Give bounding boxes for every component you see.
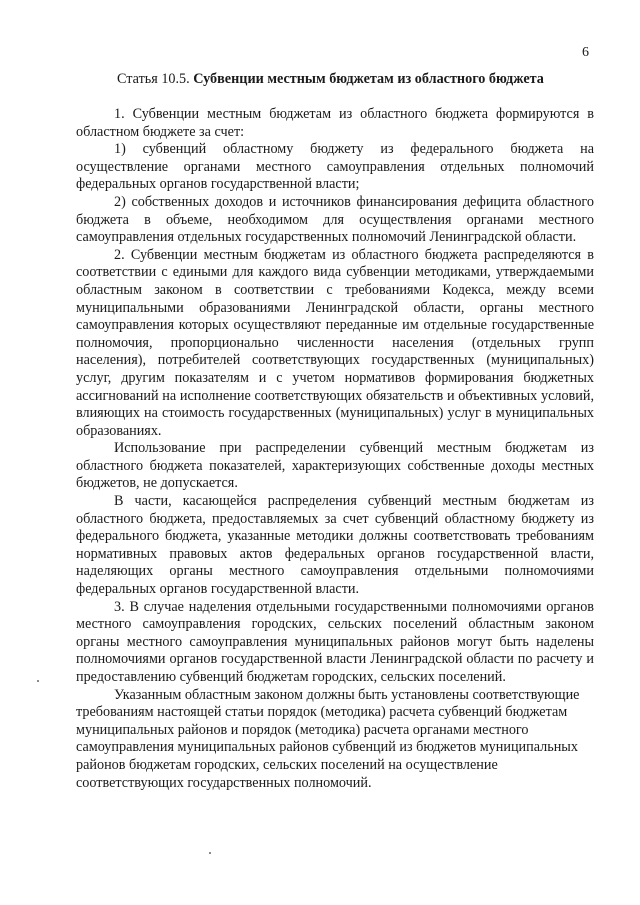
article-title: Субвенции местным бюджетам из областного бюджета: [193, 71, 544, 87]
paragraph-1-item-2: 2) собственных доходов и источников финансирования дефицита областного бюджета в объеме, необходимом для осуществления органами местного самоуправления отдельных государственных полномочий Ленинградской области.: [76, 193, 594, 246]
paragraph-2-note-1: Использование при распределении субвенций местным бюджетам из областного бюджета показателей, характеризующих собственные доходы местных бюджетов, не допускается.: [76, 440, 594, 492]
paragraph-3-note: Указанным областным законом должны быть установлены соответствующие требованиям настоящей статьи порядок (методика) расчета субвенций бюджетам муниципальных районов и порядок (методика) расчета органами местного самоуправления муниципальных районов субвенций из бюджетов муниципальных районов бюджетам городских, сельских поселений на осуществление соответствующих государственных полномочий.: [76, 686, 580, 791]
article-number: Статья 10.5.: [117, 71, 190, 87]
article-body: [76, 106, 594, 792]
page-number: 6: [582, 45, 589, 60]
scan-speck: [37, 680, 39, 682]
paragraph-3: 3. В случае наделения отдельными государственными полномочиями органов местного самоуправления городских, сельских поселений областным законом органы местного самоуправления муниципальных районов могут быть наделены полномочиями органов государственной власти Ленинградской области по расчету и предоставлению субвенций бюджетам городских, сельских поселений.: [76, 598, 594, 685]
paragraph-2-note-2: В части, касающейся распределения субвенций местным бюджетам из областного бюджета, предоставляемых за счет субвенций областному бюджету из федерального бюджета, указанные методики должны соответствовать требованиям нормативных правовых актов федеральных органов государственной власти, наделяющих органы местного самоуправления отдельными полномочиями федеральных органов государственной власти.: [76, 493, 594, 598]
paragraph-2: 2. Субвенции местным бюджетам из областного бюджета распределяются в соответствии с едиными для каждого вида субвенции методиками, утверждаемыми областным законом в соответствии с требованиями Кодекса, между всеми муниципальными образованиями Ленинградской области, органы местного самоуправления которых осуществляют переданные им отдельные государственные полномочия, пропорционально численности населения (отдельных групп населения), потребителей соответствующих государственных (муниципальных) услуг, другим показателям и с учетом нормативов формирования бюджетных ассигнований на исполнение соответствующих обязательств и объективных условий, влияющих на стоимость государственных (муниципальных) услуг в муниципальных образованиях.: [76, 246, 594, 439]
paragraph-1-item-1: 1) субвенций областному бюджету из федерального бюджета на осуществление органами местного самоуправления отдельных полномочий федеральных органов государственной власти;: [76, 141, 594, 193]
article-heading: [117, 70, 544, 88]
scan-speck: [209, 852, 211, 854]
paragraph-1: 1. Субвенции местным бюджетам из областного бюджета формируются в областном бюджете за счет:: [76, 106, 594, 140]
